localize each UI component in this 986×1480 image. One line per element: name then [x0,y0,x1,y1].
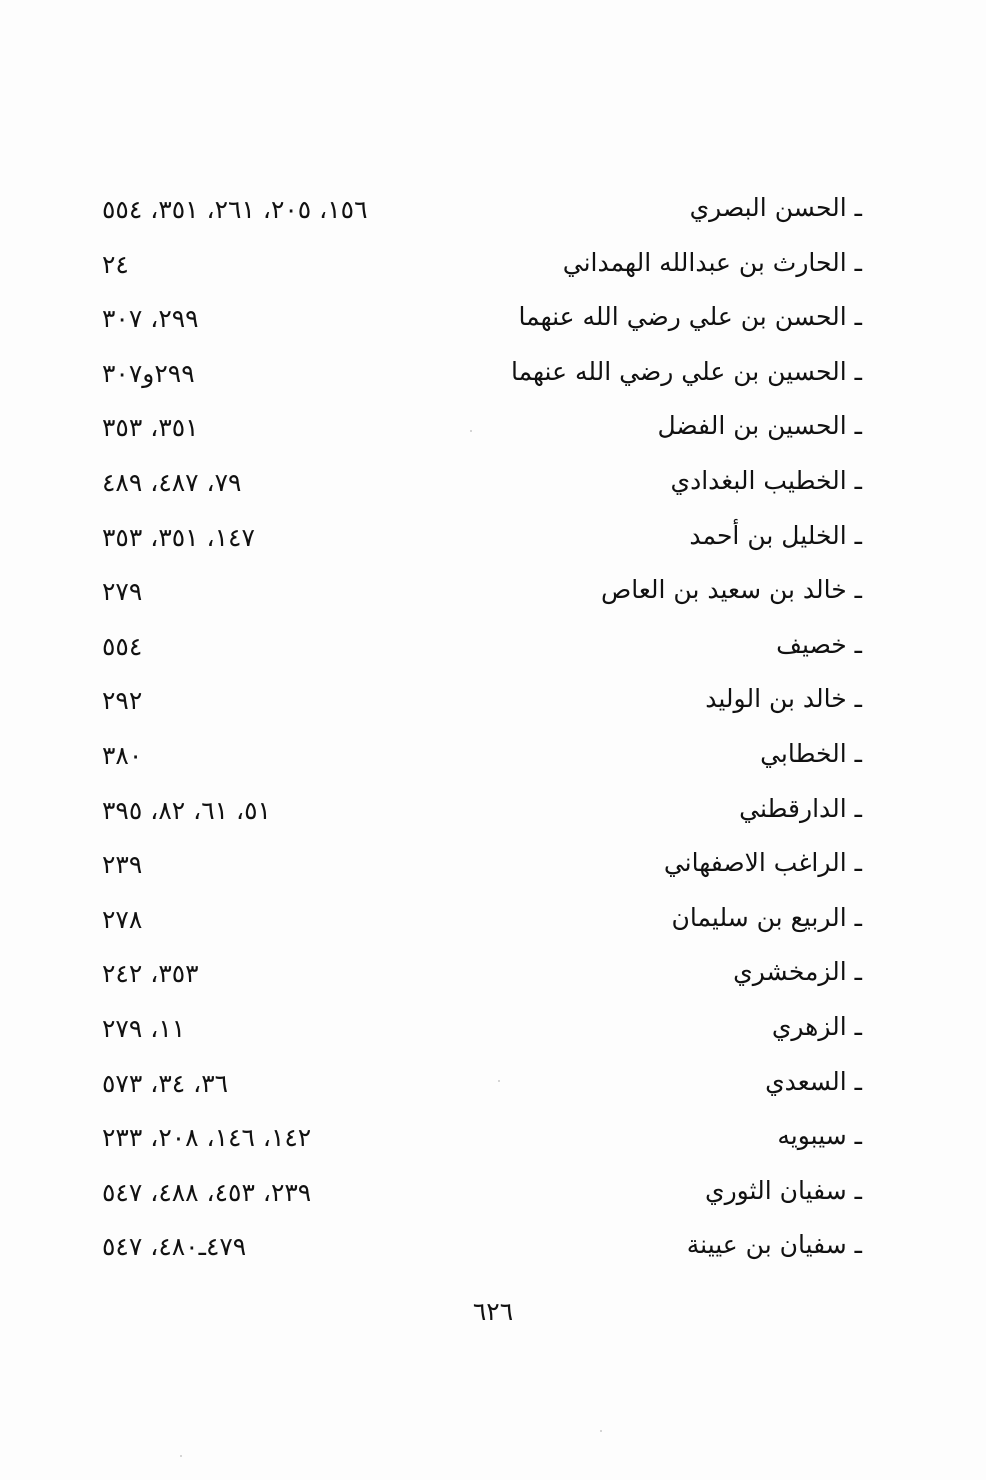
entry-name: ـ الحسن البصري [689,193,862,222]
entry-page-refs: ١٥٦، ٢٠٥، ٢٦١، ٣٥١، ٥٥٤ [102,195,368,224]
entry-page-refs: ٢٧٨ [102,904,143,934]
entry-name: ـ خصيف [776,629,862,659]
entry-page-refs: ٣٥١، ٣٥٣ [102,413,199,443]
index-entry [96,677,872,732]
entry-page-refs: ٧٩، ٤٨٧، ٤٨٩ [102,467,242,497]
entry-name: ـ الخطابي [760,738,862,768]
entry-page-refs: ١٤٢، ١٤٦، ٢٠٨، ٢٣٣ [102,1123,312,1153]
index-entry [96,186,872,241]
entry-name: ـ الخليل بن أحمد [689,520,862,550]
entry-name: ـ سفيان الثوري [705,1175,862,1205]
index-entry [96,459,872,514]
entry-page-refs: ٢٧٩ [102,577,143,607]
page-number: ٦٢٦ [472,1297,514,1326]
entry-name: ـ الراغب الاصفهاني [663,848,862,878]
index-entry [96,1060,872,1115]
entry-name: ـ خالد بن سعيد بن العاص [601,575,862,605]
index-entry [96,1005,872,1060]
index-entry [96,896,872,951]
name-index-list [96,186,872,1278]
index-entry [96,841,872,896]
entry-page-refs: ٢٩٢ [102,686,143,716]
scan-speck [600,1430,602,1432]
index-entry [96,1114,872,1169]
entry-page-refs: ٢٣٩، ٤٥٣، ٤٨٨، ٥٤٧ [102,1177,312,1207]
entry-name: ـ خالد بن الوليد [705,684,862,714]
entry-page-refs: ١٤٧، ٣٥١، ٣٥٣ [102,522,255,552]
index-entry [96,623,872,678]
entry-name: ـ الربيع بن سليمان [671,902,862,932]
index-entry [96,787,872,842]
scan-speck [180,1455,182,1457]
entry-page-refs: ٣٨٠ [102,740,143,770]
entry-name: ـ الحسين بن الفضل [657,411,862,441]
entry-page-refs: ٢٩٩، ٣٠٧ [102,304,199,334]
entry-name: ـ الخطيب البغدادي [670,465,862,495]
entry-page-refs: ٤٧٩ـ٤٨٠، ٥٤٧ [102,1232,247,1262]
index-entry [96,1169,872,1224]
entry-name: ـ الحسن بن علي رضي الله عنهما [518,302,862,332]
entry-name: ـ سفيان بن عيينة [686,1230,862,1260]
index-entry [96,1223,872,1278]
index-entry [96,568,872,623]
entry-page-refs: ٣٥٣، ٢٤٢ [102,959,199,989]
entry-name: ـ السعدي [765,1066,862,1096]
index-entry [96,732,872,787]
entry-name: ـ الزهري [771,1011,862,1041]
index-entry [96,950,872,1005]
entry-name: ـ الدارقطني [739,793,862,823]
entry-page-refs: ٥١، ٦١، ٨٢، ٣٩٥ [102,795,271,825]
entry-page-refs: ٢٩٩و٣٠٧ [102,358,195,388]
scan-speck [470,430,472,432]
index-entry [96,514,872,569]
entry-page-refs: ٣٦، ٣٤، ٥٧٣ [102,1068,229,1098]
index-entry [96,295,872,350]
entry-name: ـ الحارث بن عبدالله الهمداني [562,247,862,277]
index-entry [96,404,872,459]
entry-page-refs: ٢٣٩ [102,850,143,880]
entry-page-refs: ٢٤ [102,249,129,279]
scan-speck [498,1080,500,1082]
index-entry [96,350,872,405]
entry-page-refs: ٥٥٤ [102,631,143,661]
entry-name: ـ سيبويه [777,1121,862,1151]
entry-name: ـ الحسين بن علي رضي الله عنهما [510,356,862,386]
entry-name: ـ الزمخشري [733,957,862,987]
entry-page-refs: ١١، ٢٧٩ [102,1013,186,1043]
index-entry [96,241,872,296]
